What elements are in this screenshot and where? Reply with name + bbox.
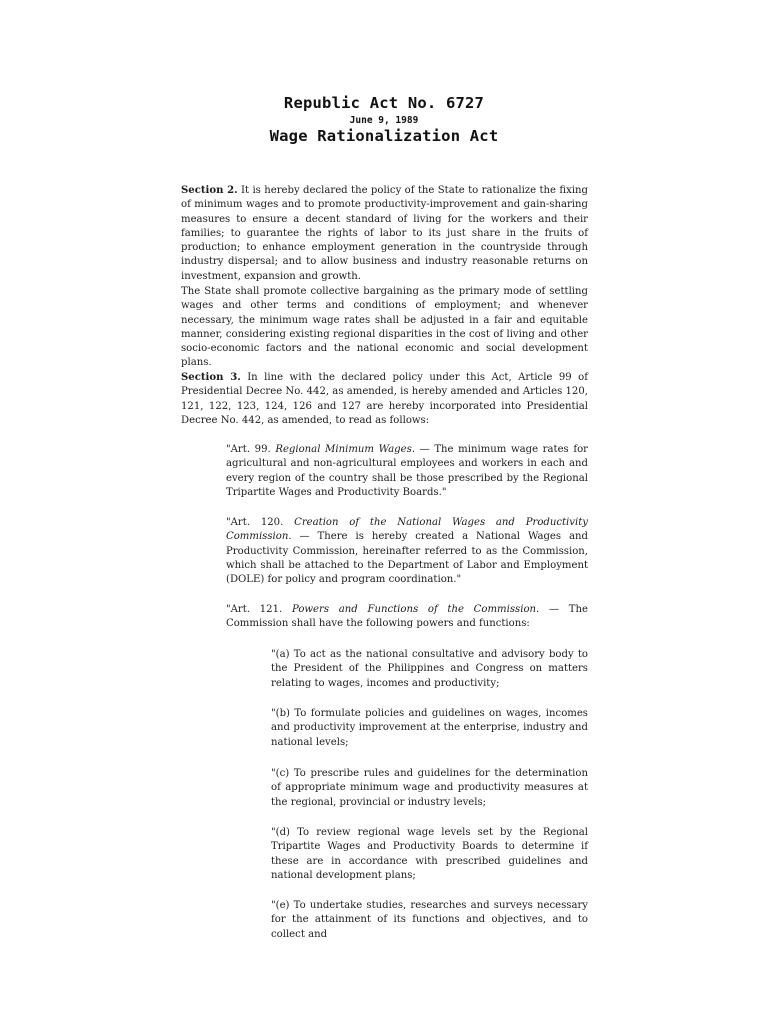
section-3-text: In line with the declared policy under this Act, Article 99 of Presidential Decree No. 442, as amended, is hereby amended and Articles 120, 121, 122, 123, 124, 126 and 127 are hereby incorporated into Presidential Decree No. 442, as amended, to read as follows: bbox=[181, 372, 588, 426]
act-subtitle: Wage Rationalization Act bbox=[269, 127, 499, 145]
section-2-text: It is hereby declared the policy of the State to rationalize the fixing of minimum wages and to promote productivity-improvement and gain-sharing measures to ensure a decent standard of living for the workers and their families; to guarantee the rights of labor to its just share in the fruits of production; to enhance employment generation in the countryside through industry dispersal; and to allow business and industry reasonable returns on investment, expansion and growth. bbox=[181, 185, 589, 282]
act-date: June 9, 1989 bbox=[349, 115, 419, 126]
article-121 bbox=[226, 603, 588, 632]
section-3-paragraph bbox=[181, 371, 588, 428]
article-120-prefix: "Art. 120. bbox=[226, 517, 295, 528]
function-d: "(d) To review regional wage levels set by the Regional Tripartite Wages and Productivity Boards to determine if these are in accordance with prescribed guidelines and national development plans; bbox=[271, 827, 588, 881]
function-a: "(a) To act as the national consultative and advisory body to the President of the Philippines and Congress on matters relating to wages, incomes and productivity; bbox=[271, 649, 588, 689]
article-99 bbox=[226, 443, 588, 500]
section-2-label: Section 2. bbox=[181, 185, 238, 196]
act-title: Republic Act No. 6727 bbox=[283, 94, 485, 112]
function-e: "(e) To undertake studies, researches and surveys necessary for the attainment of its functions and objectives, and to collect and bbox=[271, 900, 588, 940]
article-120 bbox=[226, 516, 588, 587]
article-121-prefix: "Art. 121. bbox=[226, 604, 292, 615]
article-99-text: . — The minimum wage rates for agricultural and non-agricultural employees and workers in each and every region of the country shall be those prescribed by the Regional Tripartite Wages and Productivity Boards." bbox=[226, 444, 589, 498]
article-121-heading: Powers and Functions of the Commission bbox=[291, 604, 537, 615]
section-3-label: Section 3. bbox=[181, 372, 241, 383]
section-2-paragraph-2: The State shall promote collective bargaining as the primary mode of settling wages and other terms and conditions of employment; and whenever necessary, the minimum wage rates shall be adjusted in a fair and equitable manner, considering existing regional disparities in the cost of living and other socio-economic factors and the national economic and social development plans. bbox=[181, 286, 588, 369]
article-99-heading: Regional Minimum Wages bbox=[275, 444, 412, 455]
section-2-paragraph bbox=[181, 184, 588, 284]
article-120-text: . — There is hereby created a National Wages and Productivity Commission, hereinafter referred to as the Commission, which shall be attached to the Department of Labor and Employment (DOLE) for policy and program coordination." bbox=[226, 531, 588, 586]
function-c: "(c) To prescribe rules and guidelines for the determination of appropriate minimum wage and productivity measures at the regional, provincial or industry levels; bbox=[271, 768, 588, 808]
function-b: "(b) To formulate policies and guidelines on wages, incomes and productivity improvement at the enterprise, industry and national levels; bbox=[271, 708, 588, 748]
article-121-text: . — The Commission shall have the following powers and functions: bbox=[226, 604, 588, 630]
article-120-heading: Creation of the National Wages and Productivity Commission bbox=[226, 517, 588, 543]
article-99-prefix: "Art. 99. bbox=[226, 444, 276, 455]
